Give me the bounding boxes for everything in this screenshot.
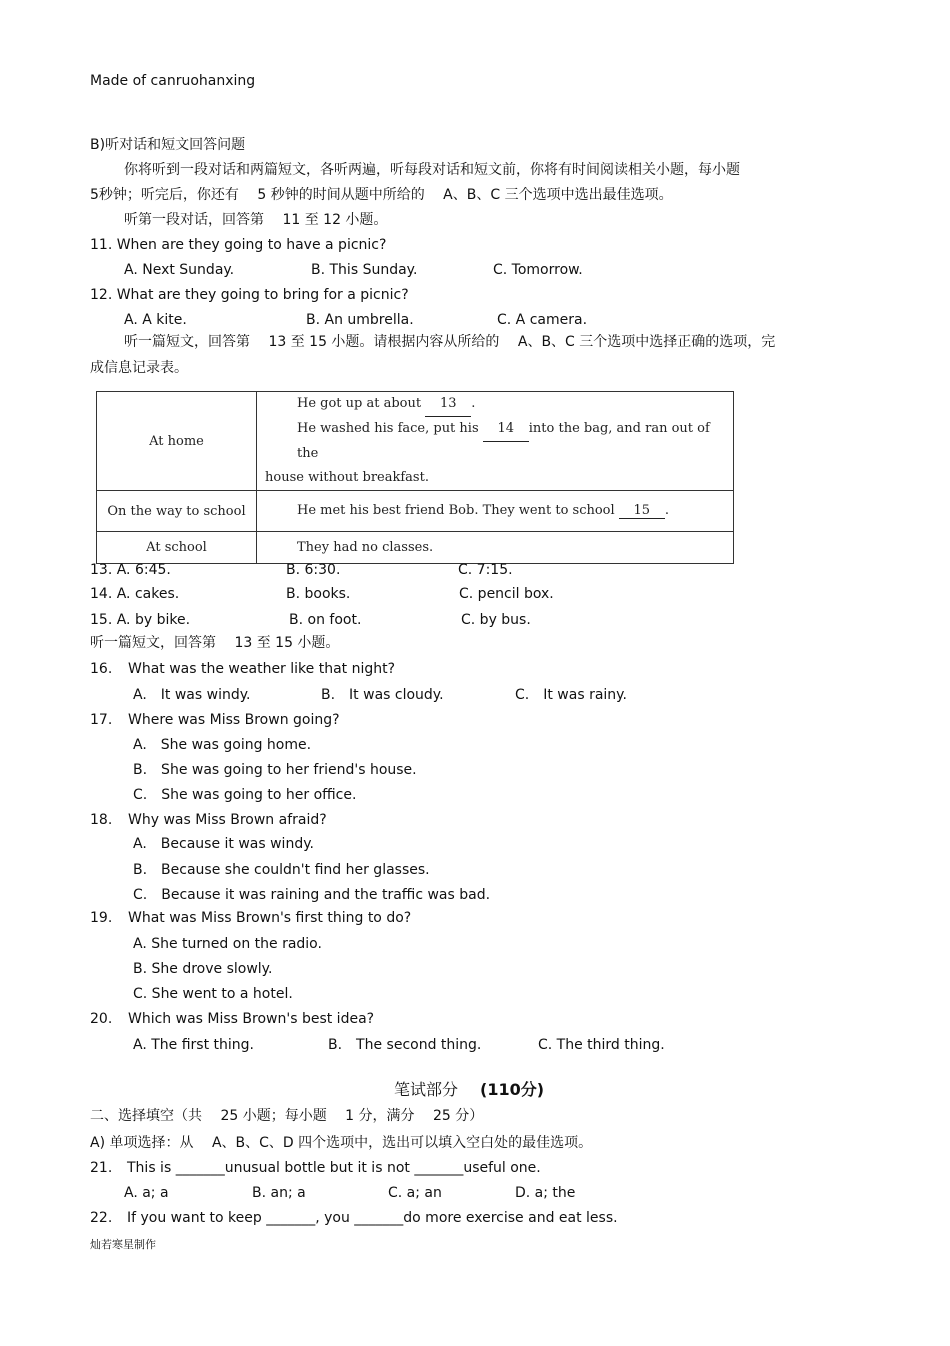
table-cell: He met his best friend Bob. They went to school 15 . (257, 491, 734, 532)
option-a[interactable]: A. The first thing. (133, 1037, 254, 1053)
question-16-options (133, 686, 627, 704)
blank-15[interactable]: 15 (619, 503, 665, 519)
passage-note: 成信息记录表。 (90, 360, 188, 376)
option-c[interactable]: C. 7:15. (458, 562, 513, 578)
option-c[interactable]: C. Tomorrow. (493, 262, 583, 278)
option-a[interactable]: A. She was going home. (133, 737, 312, 753)
table-row (97, 392, 734, 491)
option-a[interactable]: 14. A. cakes. (90, 586, 180, 602)
table-cell: They had no classes. (257, 532, 734, 564)
option-b[interactable]: B. She was going to her friend's house. (133, 762, 417, 778)
option-b[interactable]: B. on foot. (289, 612, 362, 628)
dialog-note: 听第一段对话，回答第 11 至 12 小题。 (124, 212, 388, 228)
question-18: 18. Why was Miss Brown afraid? (90, 812, 327, 828)
option-a[interactable]: 13. A. 6:45. (90, 562, 171, 578)
option-d[interactable]: D. a; the (515, 1185, 576, 1201)
table-row (97, 491, 734, 532)
question-12-options (124, 311, 587, 329)
written-section-title: 笔试部分 (110分) (394, 1080, 545, 1099)
table-label: At home (97, 392, 257, 491)
option-c[interactable]: C. Because it was raining and the traffic was bad. (133, 887, 491, 903)
question-15-options (90, 611, 531, 629)
option-b[interactable]: B. She drove slowly. (133, 961, 273, 977)
option-a[interactable]: A. A kite. (124, 312, 187, 328)
option-b[interactable]: B. The second thing. (328, 1037, 482, 1053)
question-21: 21. This is _______unusual bottle but it is not _______useful one. (90, 1160, 541, 1176)
option-a[interactable]: A. Next Sunday. (124, 262, 235, 278)
table-label: On the way to school (97, 491, 257, 532)
table-cell: He got up at about 13 . He washed his face, put his 14 into the bag, and ran out of the house without breakfast. (257, 392, 734, 491)
part-a-instructions: A) 单项选择：从 A、B、C、D 四个选项中，选出可以填入空白处的最佳选项。 (90, 1135, 593, 1151)
question-12: 12. What are they going to bring for a picnic? (90, 287, 409, 303)
option-c[interactable]: C. pencil box. (459, 586, 554, 602)
option-a[interactable]: 15. A. by bike. (90, 612, 191, 628)
instructions: 你将听到一段对话和两篇短文，各听两遍，听每段对话和短文前，你将有时间阅读相关小题，每小题 (124, 162, 740, 178)
option-b[interactable]: B. An umbrella. (306, 312, 414, 328)
option-c[interactable]: C. She went to a hotel. (133, 986, 293, 1002)
page-header: Made of canruohanxing (90, 73, 256, 89)
option-c[interactable]: C. She was going to her office. (133, 787, 357, 803)
option-b[interactable]: B. It was cloudy. (321, 687, 444, 703)
option-b[interactable]: B. Because she couldn't find her glasses. (133, 862, 430, 878)
page-footer: 灿若寒星制作 (90, 1238, 156, 1251)
question-13-options (90, 561, 513, 579)
question-14-options (90, 585, 554, 603)
question-17: 17. Where was Miss Brown going? (90, 712, 340, 728)
option-a[interactable]: A. Because it was windy. (133, 836, 314, 852)
question-22: 22. If you want to keep _______, you _______do more exercise and eat less. (90, 1210, 618, 1226)
passage-note: 听一篇短文，回答第 13 至 15 小题。 (90, 635, 340, 651)
option-c[interactable]: C. A camera. (497, 312, 588, 328)
option-b[interactable]: B. an; a (252, 1185, 306, 1201)
section-title: B)听对话和短文回答问题 (90, 137, 246, 153)
table-row (97, 532, 734, 564)
option-a[interactable]: A. It was windy. (133, 687, 251, 703)
option-a[interactable]: A. She turned on the radio. (133, 936, 322, 952)
option-a[interactable]: A. a; a (124, 1185, 169, 1201)
question-20-options (133, 1036, 665, 1054)
option-c[interactable]: C. by bus. (461, 612, 531, 628)
table-label: At school (97, 532, 257, 564)
question-11: 11. When are they going to have a picnic? (90, 237, 387, 253)
question-11-options (124, 261, 583, 279)
option-b[interactable]: B. This Sunday. (311, 262, 418, 278)
option-c[interactable]: C. It was rainy. (515, 687, 627, 703)
info-table (96, 391, 734, 564)
blank-14[interactable]: 14 (483, 417, 529, 442)
blank-13[interactable]: 13 (425, 392, 471, 417)
option-c[interactable]: C. a; an (388, 1185, 442, 1201)
option-b[interactable]: B. books. (286, 586, 351, 602)
question-21-options (124, 1184, 575, 1202)
question-16: 16. What was the weather like that night? (90, 661, 396, 677)
question-19: 19. What was Miss Brown's first thing to do? (90, 910, 412, 926)
instructions: 5秒钟；听完后，你还有 5 秒钟的时间从题中所给的 A、B、C 三个选项中选出最佳选项。 (90, 187, 673, 203)
option-b[interactable]: B. 6:30. (286, 562, 341, 578)
option-c[interactable]: C. The third thing. (538, 1037, 665, 1053)
question-20: 20. Which was Miss Brown's best idea? (90, 1011, 375, 1027)
section-2-title: 二、选择填空（共 25 小题；每小题 1 分，满分 25 分） (90, 1108, 484, 1124)
passage-note: 听一篇短文，回答第 13 至 15 小题。请根据内容从所给的 A、B、C 三个选项中选择正确的选项，完 (124, 334, 776, 350)
